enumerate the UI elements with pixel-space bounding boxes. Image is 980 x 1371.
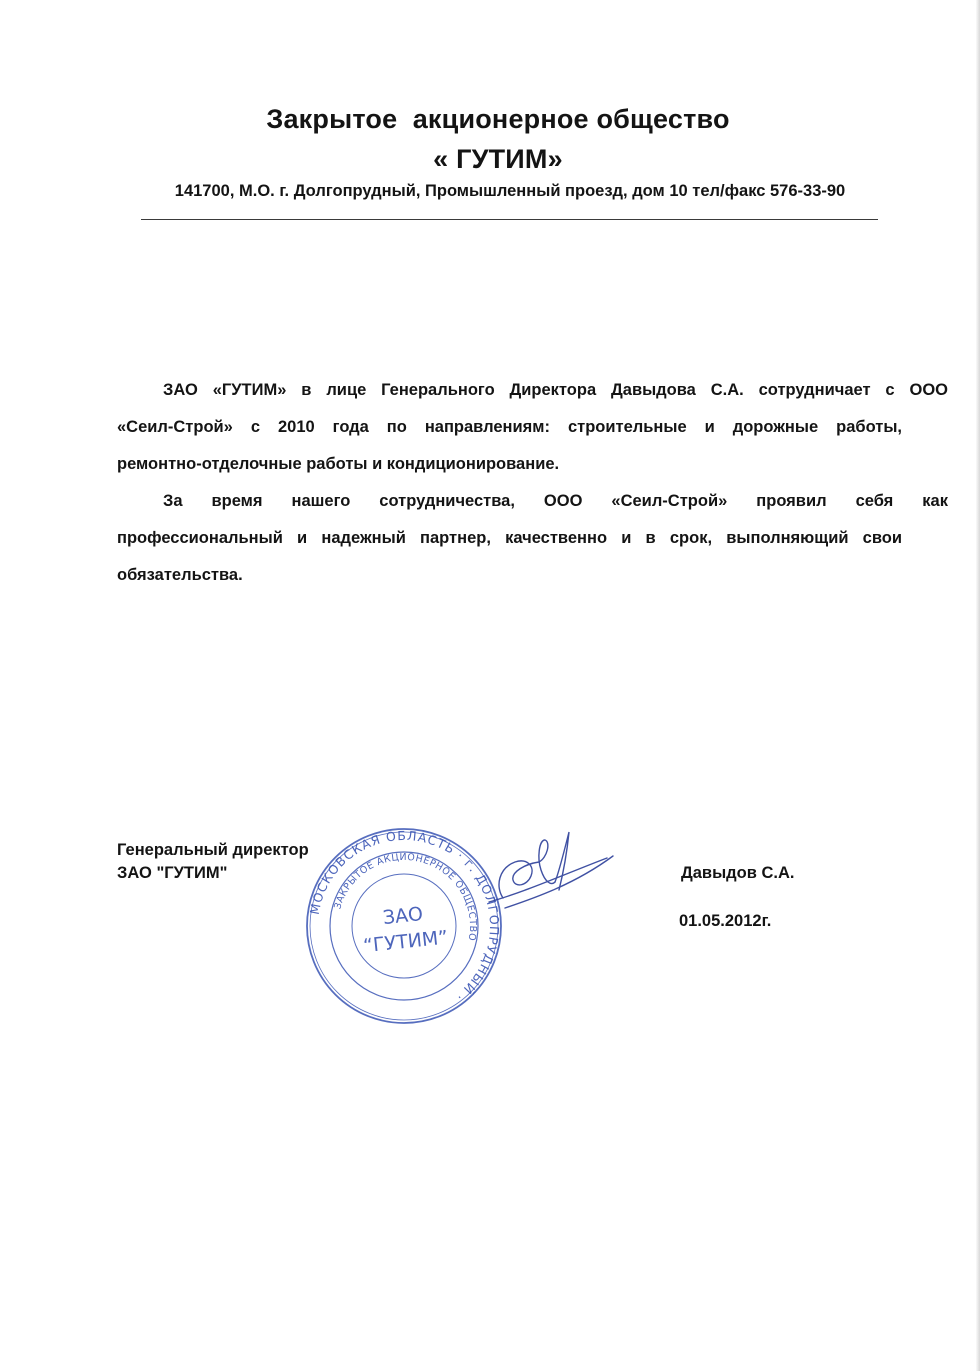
svg-text:ЗАКРЫТОЕ АКЦИОНЕРНОЕ ОБЩЕСТВО: ЗАКРЫТОЕ АКЦИОНЕРНОЕ ОБЩЕСТВО: [332, 851, 479, 942]
signer-company: ЗАО "ГУТИМ": [117, 864, 228, 882]
handwritten-signature: [455, 828, 625, 918]
para1-line3: ремонтно-отделочные работы и кондиционирование.: [117, 455, 560, 473]
para1-line1: ЗАО «ГУТИМ» в лице Генерального Директора Давыдова С.А. сотрудничает с ООО: [163, 381, 948, 399]
signer-name: Давыдов С.А.: [681, 864, 795, 882]
header-divider: [141, 219, 878, 220]
company-title: Закрытое акционерное общество: [266, 104, 730, 134]
page-edge-shadow: [976, 0, 980, 1371]
para2-line3: обязательства.: [117, 566, 243, 584]
svg-text:ЗАО: ЗАО: [381, 903, 425, 930]
signer-position: Генеральный директор: [117, 841, 309, 859]
para1-line2: «Сеил-Строй» с 2010 года по направлениям: строительные и дорожные работы,: [117, 418, 902, 436]
para2-line1: За время нашего сотрудничества, ООО «Сеил-Строй» проявил себя как: [163, 492, 948, 510]
letter-date: 01.05.2012г.: [679, 912, 772, 930]
company-name: « ГУТИМ»: [433, 144, 563, 174]
para2-line2: профессиональный и надежный партнер, качественно и в срок, выполняющий свои: [117, 529, 902, 547]
svg-text:МОСКОВСКАЯ ОБЛАСТЬ · г. ДОЛГОП: МОСКОВСКАЯ ОБЛАСТЬ · г. ДОЛГОПРУДНЫЙ ·: [306, 827, 503, 1006]
svg-text:“ГУТИМ”: “ГУТИМ”: [362, 926, 450, 958]
company-address: 141700, М.О. г. Долгопрудный, Промышленный проезд, дом 10 тел/факс 576-33-90: [174, 182, 846, 200]
